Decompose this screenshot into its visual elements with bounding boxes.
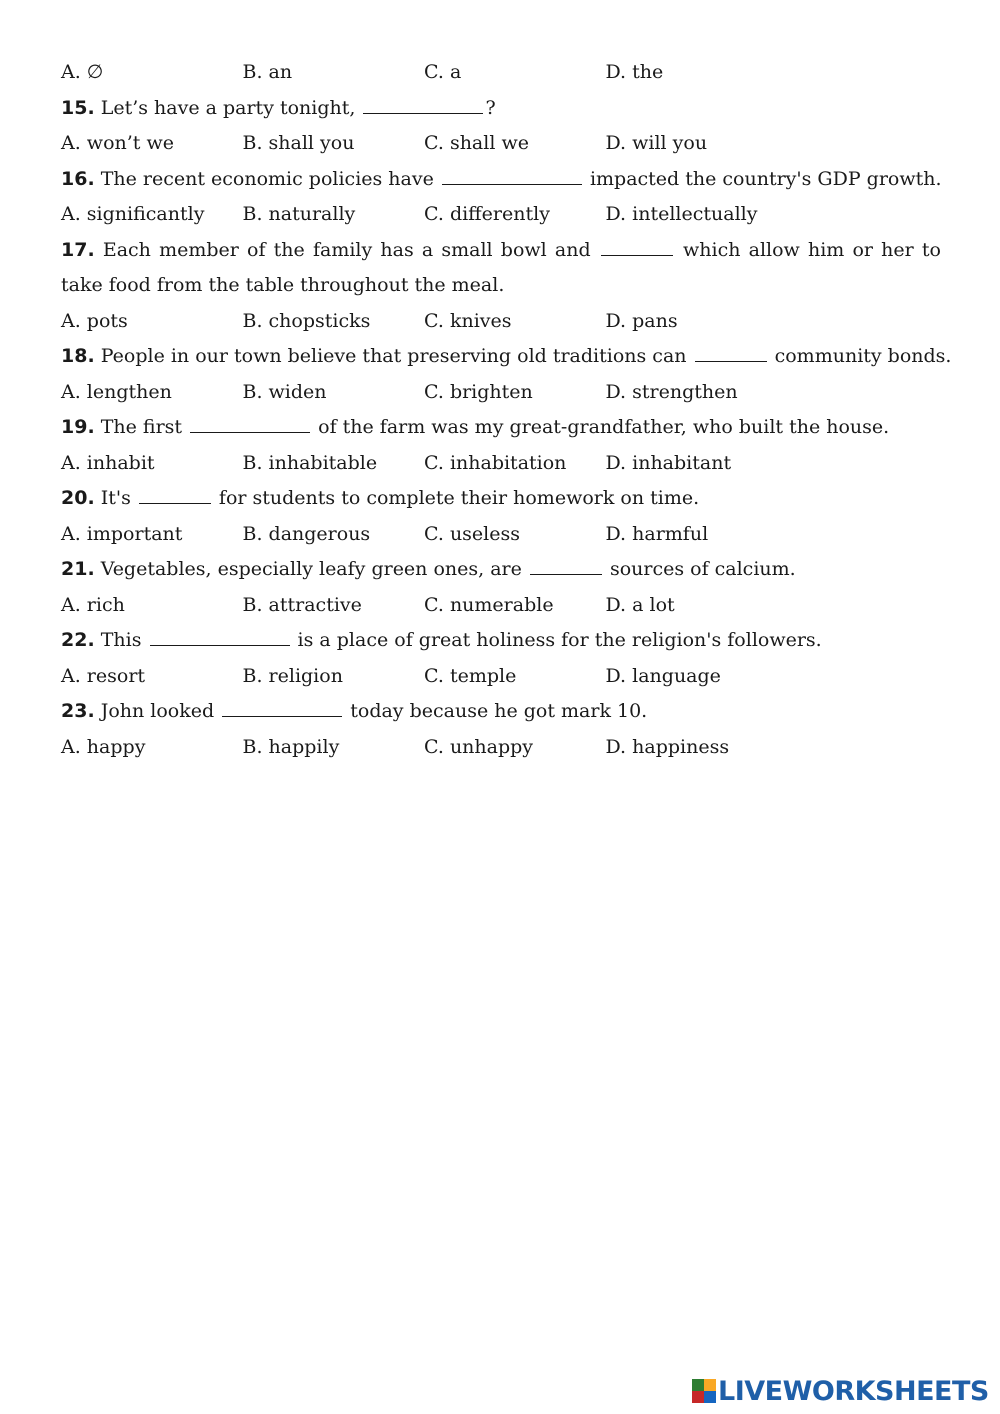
option-b[interactable]: B. chopsticks bbox=[242, 309, 371, 332]
option-d[interactable]: D. pans bbox=[605, 309, 678, 332]
option-d[interactable]: D. happiness bbox=[605, 735, 730, 758]
question-list bbox=[61, 91, 952, 766]
option-a[interactable]: A. significantly bbox=[61, 203, 205, 225]
worksheet bbox=[61, 55, 952, 765]
option-d[interactable]: D. a lot bbox=[605, 593, 675, 616]
options-row bbox=[61, 304, 941, 340]
question bbox=[61, 481, 941, 517]
option-c[interactable]: C. inhabitation bbox=[424, 451, 567, 474]
option-d[interactable]: D. will you bbox=[605, 132, 708, 154]
options-row bbox=[61, 517, 941, 553]
question-text-after: for students to complete their homework on time. bbox=[212, 487, 700, 509]
question-text-before: This bbox=[94, 629, 148, 651]
option-a[interactable]: A. lengthen bbox=[61, 380, 172, 403]
question bbox=[61, 694, 941, 730]
option-a[interactable]: A. important bbox=[61, 522, 183, 545]
option-a[interactable]: A. won’t we bbox=[61, 132, 174, 154]
option-c[interactable]: C. a bbox=[424, 61, 462, 83]
question-number: 19. bbox=[61, 416, 95, 438]
question-text-after: impacted the country's GDP growth. bbox=[583, 167, 942, 190]
option-b[interactable]: B. widen bbox=[242, 380, 327, 403]
option-a[interactable]: A. rich bbox=[61, 593, 125, 616]
option-b[interactable]: B. attractive bbox=[242, 593, 362, 616]
option-c[interactable]: C. differently bbox=[424, 203, 550, 225]
option-b[interactable]: B. religion bbox=[242, 664, 343, 687]
question-number: 15. bbox=[61, 96, 95, 119]
option-d[interactable]: D. strengthen bbox=[605, 380, 738, 403]
question-number: 17. bbox=[61, 238, 95, 261]
option-b[interactable]: B. an bbox=[242, 61, 293, 83]
options-row bbox=[61, 588, 941, 624]
option-d[interactable]: D. language bbox=[605, 664, 721, 687]
answer-blank[interactable] bbox=[442, 164, 582, 185]
option-a[interactable]: A. happy bbox=[61, 735, 146, 758]
liveworksheets-logo-icon bbox=[692, 1379, 716, 1403]
liveworksheets-logo bbox=[692, 1374, 989, 1408]
question bbox=[61, 552, 941, 588]
options-row bbox=[61, 197, 941, 233]
option-d[interactable]: D. the bbox=[605, 61, 664, 83]
question-number: 16. bbox=[61, 167, 95, 190]
question-number: 20. bbox=[61, 487, 95, 509]
option-d[interactable]: D. intellectually bbox=[605, 203, 758, 225]
option-a[interactable]: A. ∅ bbox=[61, 61, 104, 83]
question-number: 22. bbox=[61, 629, 95, 651]
option-d[interactable]: D. inhabitant bbox=[605, 451, 732, 474]
question bbox=[61, 410, 941, 446]
options-row-14 bbox=[61, 55, 941, 91]
answer-blank[interactable] bbox=[150, 625, 290, 646]
options-row bbox=[61, 730, 941, 766]
answer-blank[interactable] bbox=[222, 696, 342, 717]
logo-text: LIVEWORKSHEETS bbox=[718, 1375, 989, 1407]
answer-blank[interactable] bbox=[190, 412, 310, 433]
question-text-after: today because he got mark 10. bbox=[344, 700, 648, 722]
option-c[interactable]: C. numerable bbox=[424, 593, 554, 616]
question-text-before: Let’s have a party tonight, bbox=[94, 96, 362, 119]
option-c[interactable]: C. brighten bbox=[424, 380, 533, 403]
answer-blank[interactable] bbox=[139, 483, 211, 504]
question bbox=[61, 623, 941, 659]
option-a[interactable]: A. inhabit bbox=[61, 451, 155, 474]
option-c[interactable]: C. temple bbox=[424, 664, 517, 687]
option-c[interactable]: C. knives bbox=[424, 309, 512, 332]
option-b[interactable]: B. happily bbox=[242, 735, 340, 758]
question bbox=[61, 162, 941, 198]
answer-blank[interactable] bbox=[530, 554, 602, 575]
question-text-before: Vegetables, especially leafy green ones, are bbox=[94, 558, 528, 580]
option-c[interactable]: C. unhappy bbox=[424, 735, 534, 758]
option-c[interactable]: C. useless bbox=[424, 522, 520, 545]
question-text-after: sources of calcium. bbox=[603, 558, 796, 580]
question-text-before: It's bbox=[94, 487, 137, 509]
options-row bbox=[61, 375, 941, 411]
question-text-after: is a place of great holiness for the religion's followers. bbox=[291, 629, 822, 651]
options-row bbox=[61, 446, 941, 482]
question-text-after: ? bbox=[485, 96, 496, 119]
option-a[interactable]: A. pots bbox=[61, 309, 128, 332]
option-a[interactable]: A. resort bbox=[61, 664, 146, 687]
answer-blank[interactable] bbox=[601, 235, 673, 256]
question-text-after: which allow him or her to take food from the table throughout the meal. bbox=[61, 238, 941, 296]
question-text-before: The first bbox=[94, 416, 189, 438]
options-row bbox=[61, 126, 941, 162]
question-text-before: The recent economic policies have bbox=[94, 167, 440, 190]
question-number: 21. bbox=[61, 558, 95, 580]
question-text-after: community bonds. bbox=[768, 345, 952, 367]
answer-blank[interactable] bbox=[363, 93, 483, 114]
question-text-after: of the farm was my great-grandfather, who built the house. bbox=[312, 416, 890, 438]
question-number: 23. bbox=[61, 700, 95, 722]
question-number: 18. bbox=[61, 345, 95, 367]
question bbox=[61, 233, 941, 304]
answer-blank[interactable] bbox=[695, 341, 767, 362]
option-b[interactable]: B. dangerous bbox=[242, 522, 371, 545]
question-text-before: John looked bbox=[94, 700, 221, 722]
option-b[interactable]: B. naturally bbox=[242, 203, 356, 225]
options-row bbox=[61, 659, 941, 695]
question bbox=[61, 91, 941, 127]
option-d[interactable]: D. harmful bbox=[605, 522, 709, 545]
question-text-before: Each member of the family has a small bowl and bbox=[94, 238, 599, 261]
question-text-before: People in our town believe that preserving old traditions can bbox=[94, 345, 693, 367]
option-b[interactable]: B. shall you bbox=[242, 132, 355, 154]
option-c[interactable]: C. shall we bbox=[424, 132, 529, 154]
question bbox=[61, 339, 952, 375]
option-b[interactable]: B. inhabitable bbox=[242, 451, 378, 474]
